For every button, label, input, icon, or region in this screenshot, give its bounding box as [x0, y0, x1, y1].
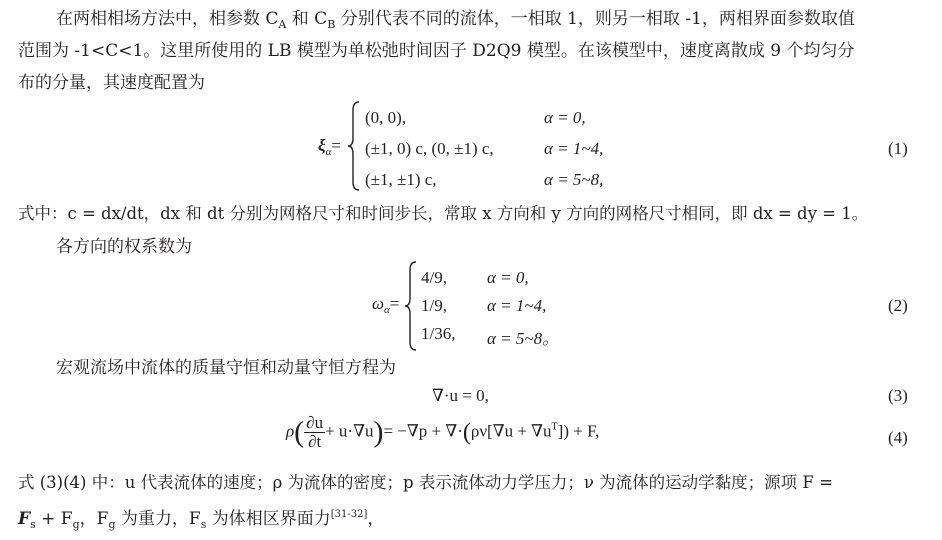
weights-intro: 各方向的权系数为: [56, 237, 192, 257]
eq2-row-3-expr: 1/36,: [421, 324, 456, 343]
force-term: ]) + F,: [557, 421, 600, 441]
closing-line-2: [18, 504, 384, 536]
subscript: s: [30, 518, 36, 531]
xi-symbol: ξ: [318, 136, 326, 155]
omega-symbol: ω: [372, 294, 385, 313]
eq1-row-3-cond: α = 5~8,: [544, 170, 604, 189]
text-segment: 在两相相场方法中，相参数 C: [56, 9, 279, 29]
transpose-superscript: T: [551, 421, 558, 433]
eq1-row-1-cond: α = 0,: [544, 108, 586, 127]
eq1-lhs: [318, 136, 341, 158]
advection-term: + u·∇u: [325, 421, 374, 441]
eq1-row-3-expr: (±1, ±1) c,: [365, 170, 437, 189]
eq1-number: (1): [888, 139, 908, 158]
subscript: A: [278, 18, 287, 31]
text-segment: ，: [367, 509, 385, 529]
viscous-term: ρν[∇u + ∇u: [470, 421, 552, 441]
eq3-expression: ∇·u = 0,: [432, 386, 489, 405]
partial-fraction: [304, 414, 325, 451]
text-segment: + F: [35, 509, 73, 529]
force-F: F: [18, 509, 31, 529]
subscript: g: [72, 518, 80, 531]
equals-sign: =: [331, 136, 342, 155]
subscript: α: [384, 304, 390, 316]
pressure-term: = −∇p + ∇·: [383, 421, 463, 441]
text-segment: ，F: [79, 509, 109, 529]
conservation-intro: 宏观流场中流体的质量守恒和动量守恒方程为: [56, 358, 396, 378]
subscript: s: [200, 518, 207, 531]
eq3-number: (3): [888, 386, 908, 405]
text-segment: 为重力，F: [115, 509, 201, 529]
eq2-lhs: [372, 294, 399, 316]
subscript: α: [325, 146, 332, 158]
fraction-numerator: ∂u: [306, 413, 324, 432]
left-paren-2: (: [462, 419, 471, 446]
left-paren: (: [294, 415, 305, 449]
equals-sign: =: [389, 294, 400, 313]
fraction-denominator: ∂t: [308, 432, 322, 451]
eq1-left-brace: [347, 100, 363, 192]
eq2-row-1-expr: 4/9,: [421, 268, 447, 287]
citation-ref: [31-32]: [330, 509, 368, 520]
eq4-expression: [286, 414, 599, 451]
text-segment: 分别代表不同的流体，一相取 1，则另一相取 -1，两相界面参数取值: [335, 9, 855, 29]
eq1-row-1-expr: (0, 0),: [365, 108, 407, 127]
paragraph-line-1: [56, 8, 855, 36]
eq1-row-2-expr: (±1, 0) c, (0, ±1) c,: [365, 139, 494, 158]
closing-line-1: 式 (3)(4) 中：u 代表流体的速度；ρ 为流体的密度；p 表示流体动力学压力；ν 为流体的运动学黏度；源项 F =: [18, 473, 833, 492]
paragraph-line-2: 范围为 -1<C<1。这里所使用的 LB 模型为单松弛时间因子 D2Q9 模型。在该模型中，速度离散成 9 个均匀分: [18, 41, 855, 61]
eq2-left-brace: [404, 260, 420, 352]
eq2-row-2-cond: α = 1~4,: [487, 296, 547, 315]
eq2-number: (2): [888, 296, 908, 315]
eq1-explanation: 式中：c = dx/dt，dx 和 dt 分别为网格尺寸和时间步长，常取 x 方向和 y 方向的网格尺寸相同，即 dx = dy = 1。: [18, 204, 869, 223]
paragraph-line-3: 布的分量，其速度配置为: [18, 73, 205, 93]
eq1-row-2-cond: α = 1~4,: [544, 139, 604, 158]
eq2-row-2-expr: 1/9,: [421, 296, 447, 315]
eq2-row-3-cond: α = 5~8。: [487, 329, 560, 348]
right-paren: ): [373, 415, 384, 449]
eq2-row-1-cond: α = 0,: [487, 268, 529, 287]
subscript: B: [327, 18, 336, 31]
text-segment: 为体相区界面力: [206, 509, 331, 529]
rho-symbol: ρ: [286, 421, 295, 441]
text-segment: 和 C: [286, 9, 328, 29]
eq4-number: (4): [888, 428, 908, 447]
subscript: g: [108, 518, 116, 531]
